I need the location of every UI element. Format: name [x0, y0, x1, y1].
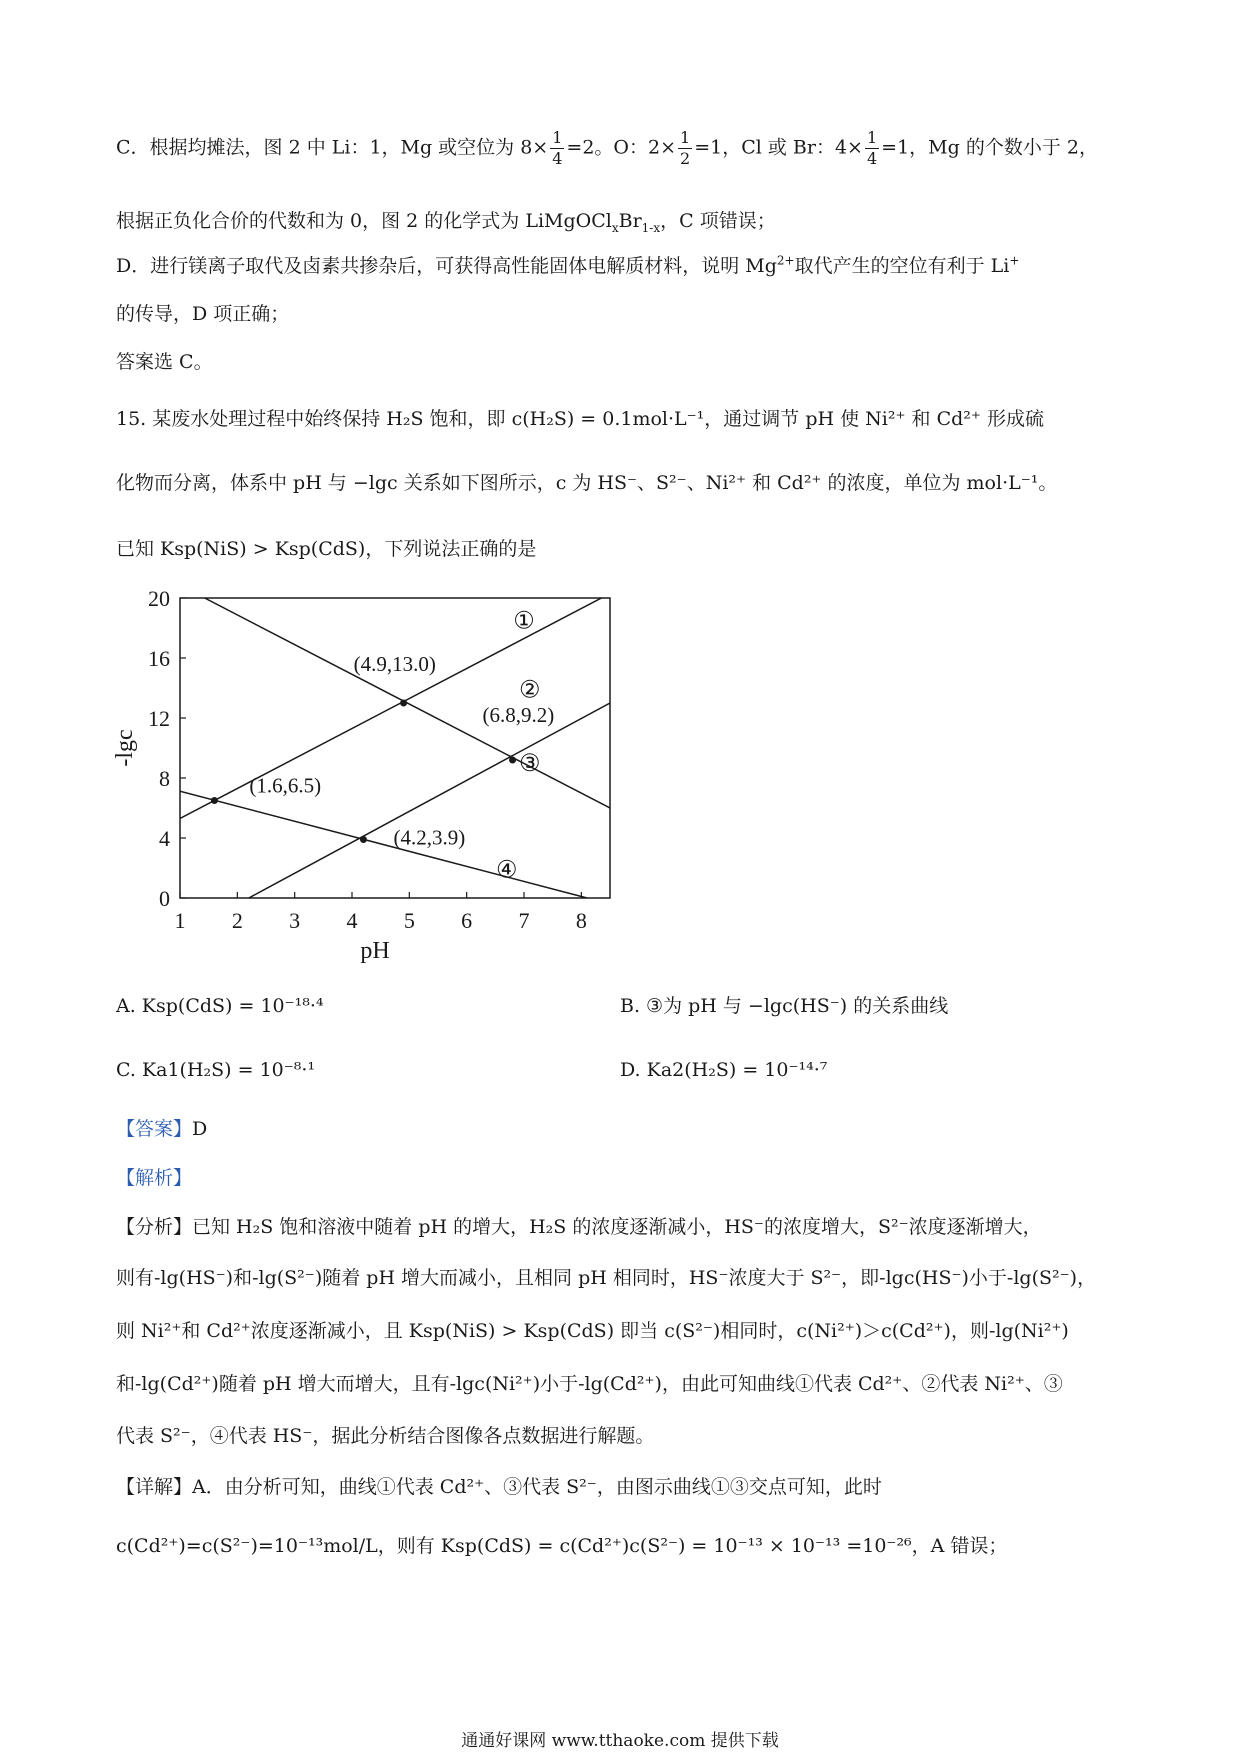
y-tick-label: 8: [159, 766, 170, 791]
text-span: D．进行镁离子取代及卤素共掺杂后，可获得高性能固体电解质材料，说明 Mg: [116, 255, 777, 277]
superscript: +: [1009, 253, 1020, 268]
q15-line-3: 已知 Ksp(NiS) > Ksp(CdS)，下列说法正确的是: [116, 538, 537, 560]
fraction: [550, 128, 564, 169]
series-label-2: ②: [518, 677, 541, 704]
option-a: A. Ksp(CdS) = 10⁻¹⁸·⁴: [116, 995, 324, 1017]
x-tick-label: 2: [231, 908, 243, 933]
series-label-4: ④: [496, 857, 518, 884]
y-tick-label: 16: [148, 646, 170, 671]
analysis-line-3: 则 Ni²⁺和 Cd²⁺浓度逐渐减小，且 Ksp(NiS) > Ksp(CdS) 即当 c(S²⁻)相同时，c(Ni²⁺)＞c(Cd²⁺)，则-lg(Ni²⁺): [116, 1320, 1069, 1342]
fraction: [678, 128, 692, 169]
answer-choice-line: 答案选 C。: [116, 351, 213, 373]
analysis-line-1: [116, 1213, 1042, 1241]
subscript: 1-x: [641, 220, 661, 235]
series-line-2: [249, 703, 610, 898]
point-annotation: (1.6,6.5): [249, 773, 322, 798]
intersection-point: [400, 700, 407, 707]
answer-line: [116, 1115, 207, 1143]
footer-watermark: 通通好课网 www.tthaoke.com 提供下载: [461, 1731, 779, 1751]
text-span: ，C 项错误；: [660, 210, 776, 232]
x-tick-label: 7: [518, 908, 530, 933]
text-span: =2。O：2×: [566, 136, 677, 159]
frac-den: 4: [866, 149, 878, 168]
y-tick-label: 4: [159, 826, 170, 851]
y-axis-label: -lgc: [112, 729, 138, 767]
analysis-label: 【解析】: [116, 1167, 193, 1189]
detail-tag: 【详解】: [116, 1476, 193, 1498]
text-span: A．由分析可知，曲线①代表 Cd²⁺、③代表 S²⁻，由图示曲线①③交点可知，此时: [192, 1476, 882, 1498]
text-span: C．根据均摊法，图 2 中 Li：1，Mg 或空位为 8×: [116, 136, 549, 159]
point-annotation: (6.8,9.2): [482, 703, 555, 727]
x-tick-label: 1: [174, 908, 186, 933]
detail-line-2: c(Cd²⁺)=c(S²⁻)=10⁻¹³mol/L，则有 Ksp(CdS) = c(Cd²⁺)c(S²⁻) = 10⁻¹³ × 10⁻¹³ =10⁻²⁶，A 错误；: [116, 1535, 1008, 1557]
text-span: Br: [618, 210, 642, 232]
intersection-point: [211, 797, 218, 804]
text-span: =1，Cl 或 Br：4×: [694, 136, 863, 159]
x-tick-label: 4: [346, 908, 358, 933]
analysis-line-4: 和-lg(Cd²⁺)随着 pH 增大而增大，且有-lgc(Ni²⁺)小于-lg(Cd²⁺)，由此可知曲线①代表 Cd²⁺、②代表 Ni²⁺、③: [116, 1373, 1063, 1395]
frac-num: 1: [552, 128, 563, 147]
answer-value: D: [192, 1118, 208, 1140]
y-tick-label: 20: [148, 586, 170, 611]
series-line-4: [180, 791, 587, 898]
text-span: =1，Mg 的个数小于 2，: [881, 136, 1098, 159]
series-label-3: ③: [518, 751, 541, 777]
y-tick-label: 0: [159, 886, 170, 911]
analysis-line-2: 则有-lg(HS⁻)和-lg(S²⁻)随着 pH 增大而减小，且相同 pH 相同时，HS⁻浓度大于 S²⁻，即-lgc(HS⁻)小于-lg(S²⁻)，: [116, 1267, 1097, 1289]
para-d-line-1: [116, 252, 1019, 280]
para-c-line-2: [116, 207, 776, 235]
q15-line-1: 15. 某废水处理过程中始终保持 H₂S 饱和，即 c(H₂S) = 0.1mol·L⁻¹，通过调节 pH 使 Ni²⁺ 和 Cd²⁺ 形成硫: [116, 408, 1044, 430]
text-span: 根据正负化合价的代数和为 0，图 2 的化学式为 LiMgOCl: [116, 210, 612, 232]
y-tick-label: 12: [148, 706, 170, 731]
option-d: D. Ka2(H₂S) = 10⁻¹⁴·⁷: [620, 1059, 828, 1081]
x-tick-label: 6: [461, 908, 473, 933]
frac-num: 1: [866, 128, 878, 147]
option-c: C. Ka1(H₂S) = 10⁻⁸·¹: [116, 1059, 316, 1081]
detail-line-1: [116, 1473, 882, 1501]
analysis-line-5: 代表 S²⁻，④代表 HS⁻，据此分析结合图像各点数据进行解题。: [116, 1425, 655, 1447]
para-d-line-2: 的传导，D 项正确；: [116, 303, 290, 325]
chart-layer: [112, 586, 610, 964]
intersection-point: [360, 836, 367, 843]
frac-den: 2: [680, 149, 691, 168]
fraction: [865, 128, 879, 169]
frac-num: 1: [680, 128, 691, 147]
series-label-1: ①: [513, 608, 535, 635]
para-c-line-1: [116, 128, 1098, 169]
text-span: 已知 H₂S 饱和溶液中随着 pH 的增大，H₂S 的浓度逐渐减小，HS⁻的浓度增大，S²⁻浓度逐渐增大，: [192, 1216, 1042, 1238]
point-annotation: (4.2,3.9): [393, 825, 466, 850]
point-annotation: (4.9,13.0): [353, 652, 436, 676]
analysis-tag: 【分析】: [116, 1216, 193, 1238]
intersection-point: [509, 757, 516, 764]
x-tick-label: 3: [289, 908, 301, 933]
subscript: x: [611, 220, 619, 235]
text-span: 取代产生的空位有利于 Li: [794, 255, 1010, 277]
answer-label: 【答案】: [116, 1118, 193, 1140]
x-tick-label: 5: [403, 908, 415, 933]
ph-lgc-chart: [112, 580, 640, 970]
frac-den: 4: [552, 149, 563, 168]
option-b: B. ③为 pH 与 −lgc(HS⁻) 的关系曲线: [620, 995, 949, 1017]
superscript: 2+: [776, 253, 795, 268]
q15-line-2: 化物而分离，体系中 pH 与 −lgc 关系如下图所示，c 为 HS⁻、S²⁻、Ni²⁺ 和 Cd²⁺ 的浓度，单位为 mol·L⁻¹。: [116, 472, 1058, 494]
x-axis-label: pH: [360, 938, 390, 964]
x-tick-label: 8: [575, 908, 587, 933]
plot-frame: [180, 598, 610, 898]
